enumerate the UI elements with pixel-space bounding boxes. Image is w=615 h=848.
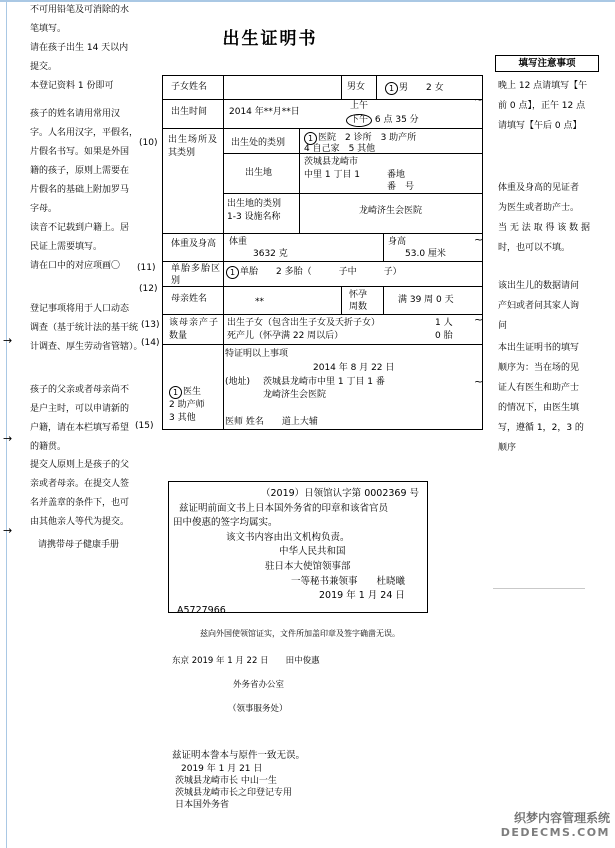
gender-value (385, 82, 444, 95)
banchi-label: 番地 (387, 170, 406, 180)
am-option: 上午 (350, 101, 369, 111)
certificate-serial: A5727966 (177, 604, 226, 616)
doctor-name-row (225, 417, 318, 428)
birth-place-city: 茨城县龙崎市 (304, 157, 359, 167)
facility-name-value: 龙崎济生会医院 (358, 206, 422, 216)
margin-number-11: (11) (137, 263, 156, 273)
doctor-label: 医师 姓名 (225, 417, 264, 427)
table-line (383, 286, 384, 314)
table-line (223, 193, 482, 194)
margin-number-10: (10) (139, 138, 158, 148)
table-line (163, 261, 482, 262)
tilde-mark: ~ (474, 313, 484, 326)
gender-label: 男女 (347, 82, 366, 92)
page-title: 出生证明书 (222, 29, 318, 49)
consulate-ref-number: （2019）日领馆认字第 0002369 号 (261, 488, 420, 499)
consulate-office: 驻日本大使馆领事部 (265, 560, 351, 572)
certify-statement: 特证明以上事项 (225, 349, 289, 359)
left-note-naming-rules: 孩子的姓名请用常用汉 字。人名用汉字，平假名， 片假名书写。如果是外国 籍的孩子，原则上需要在 片假名的基础上附加罗马 字母。 读音不记载到户籍上。居 民证上需要填写。 请在口中的对应项画〇 (30, 109, 139, 271)
circled-option-1: 1 (385, 82, 398, 95)
table-line (341, 286, 342, 314)
weight-value: 3632 克 (253, 249, 288, 259)
table-line (299, 128, 300, 233)
margin-number-12: (12) (139, 284, 158, 294)
copy-statement: 兹证明本誊本与原件一致无误。 (172, 750, 306, 761)
table-line (341, 76, 342, 99)
consulate-certification-box (168, 481, 428, 616)
height-label: 身高 (388, 237, 407, 247)
margin-number-14: (14) (141, 338, 160, 348)
table-line (163, 344, 482, 345)
arrow-icon: → (3, 432, 13, 445)
birth-time-label: 出生时间 (171, 107, 208, 117)
place-section-label: 出生场所及 其类别 (168, 135, 219, 158)
bango-label: 番 号 (387, 182, 415, 192)
right-note-witness: 体重及身高的见证者 为医生或者助产士。 当 无 法 取 得 该 数 据 时，也可以不填。 (498, 183, 591, 253)
margin-number-15: (15) (135, 421, 154, 431)
pregnancy-weeks-value: 满 39 周 0 天 (398, 295, 454, 305)
single-multi-label: 单胎多胎区 别 (171, 264, 222, 286)
left-note-statistics: 登记事项将用于人口动态 调查（基于统计法的基干统 计调查、厚生劳动省管辖）。 (30, 304, 143, 352)
mayor-name: 茨城县龙崎市长 中山一生 (175, 776, 277, 786)
mofa-date-signer: 东京 2019 年 1 月 22 日 田中俊惠 (172, 656, 320, 666)
table-line (163, 99, 482, 100)
tilde-mark: ~ (474, 233, 484, 246)
circled-pm-option: 下午 (346, 114, 372, 127)
birth-date-value: 2014 年**月**日 (229, 107, 300, 117)
right-note-fill-order: 本出生证明书的填写 顺序为：当在场的见 证人有医生和助产士 的情况下，由医生填 写，遵循 1，2，3 的 顺序 (498, 343, 584, 453)
circled-option-1: 1 (226, 266, 239, 279)
right-note-midnight: 晚上 12 点请填写【午 前 0 点】，正午 12 点 请填写【午后 0 点】 (498, 81, 588, 131)
doctor-name: 道上大辅 (281, 417, 318, 427)
mofa-office: 外务省办公室 (233, 680, 285, 690)
child-name-label: 子女姓名 (171, 82, 208, 92)
mother-name-value: ** (255, 297, 264, 307)
consul-name: 一等秘书兼领事 杜晓曦 (291, 575, 406, 587)
birth-form-table (162, 75, 483, 430)
height-value: 53.0 厘米 (405, 249, 446, 259)
address-line2: 龙崎济生会医院 (263, 390, 327, 400)
cms-watermark-domain: DEDECMS.COM (500, 826, 610, 839)
birth-clock: 6 点 35 分 (374, 115, 419, 125)
left-note-new-household: 孩子的父亲或者母亲尚不 是户主时，可以申请新的 户籍，请在本栏填写希望 的籍贯。 (30, 385, 130, 452)
margin-number-13: (13) (141, 320, 160, 330)
births-line2-value: 0 胎 (435, 331, 453, 341)
mofa-consular-service: （领事服务处） (228, 704, 288, 714)
single-multi-value: 1 单胎 2 多胎（ 子中 子） (226, 266, 402, 279)
pregnancy-weeks-label: 怀孕 周数 (349, 290, 368, 312)
gender-options: 男 2 女 (399, 83, 444, 93)
mother-name-label: 母亲姓名 (171, 294, 208, 304)
left-note-health-handbook: 请携带母子健康手册 (38, 540, 120, 550)
births-line1: 出生子女（包含出生子女及夭折子女） (227, 318, 381, 328)
weight-label: 体重 (229, 237, 248, 247)
tilde-mark: ~ (474, 375, 484, 388)
table-line (383, 233, 384, 261)
left-note-submitter: 提交人原则上是孩子的父 亲或者母亲。在提交人签 名并盖章的条件下，也可 由其他亲人等代为提交。 (30, 460, 130, 527)
left-border-line (6, 0, 7, 848)
address-line1: 茨城县龙崎市中里 1 丁目 1 番 (263, 377, 385, 387)
birth-place-label: 出生地 (245, 168, 273, 178)
right-note-ask-family: 该出生儿的数据请问 产妇或者问其家人询 问 (498, 281, 580, 331)
right-notes-header: 填写注意事项 (495, 55, 599, 72)
cms-watermark (460, 809, 610, 839)
place-type-options-2: 4 自己家 5 其他 (304, 144, 376, 154)
facility-type-label: 出生地的类别 1-3 设施名称 (227, 199, 282, 222)
mayor-seal-note: 茨城县龙崎市长之印登记专用 (175, 788, 293, 798)
consulate-statement-2: 田中俊惠的签字均属实。 (173, 517, 278, 529)
arrow-icon: → (3, 334, 13, 347)
consulate-statement-1: 兹证明前面文书上日本国外务省的印章和该省官员 (179, 502, 389, 514)
circled-option-1: 1 (304, 132, 317, 145)
left-note-pen-rules: 不可用铅笔及可消除的水 笔填写。 请在孩子出生 14 天以内 提交。 本登记资料 1 份即可 (30, 5, 130, 91)
births-line2: 死产儿（怀孕满 22 周以后） (227, 331, 344, 341)
place-type-options: 1 医院 2 诊所 3 助产所 (304, 132, 416, 145)
mofa-statement: 兹向外国使领馆证实，文件所加盖印章及签字确凿无误。 (200, 629, 400, 638)
address-label: (地址) (225, 377, 251, 387)
copy-date: 2019 年 1 月 21 日 (181, 764, 263, 774)
consulate-disclaimer: 该文书内容由出文机构负责。 (226, 531, 350, 543)
mofa-japan-label: 日本国外务省 (175, 800, 230, 810)
divider-line (493, 588, 585, 589)
weight-height-label: 体重及身高 (171, 239, 217, 249)
birth-place-addr: 中里 1 丁目 1 (304, 170, 361, 180)
table-line (163, 128, 482, 129)
pm-time-value (346, 114, 419, 127)
tilde-mark: ~ (474, 93, 484, 106)
births-label: 该母亲产子 数量 (169, 318, 220, 341)
certifier-options: 1 医生 2 助产师 3 其他 (169, 387, 205, 423)
circled-option-1: 1 (169, 386, 182, 399)
table-line (163, 314, 482, 315)
consulate-country: 中华人民共和国 (279, 546, 346, 558)
cms-watermark-name: 织梦内容管理系统 (513, 811, 610, 825)
place-type-label: 出生处的类别 (231, 138, 286, 148)
consulate-date: 2019 年 1 月 24 日 (319, 590, 405, 602)
certify-date: 2014 年 8 月 22 日 (313, 363, 395, 373)
births-line1-value: 1 人 (435, 318, 453, 328)
table-line (163, 233, 482, 234)
arrow-icon: → (3, 524, 13, 537)
table-line (376, 76, 377, 99)
